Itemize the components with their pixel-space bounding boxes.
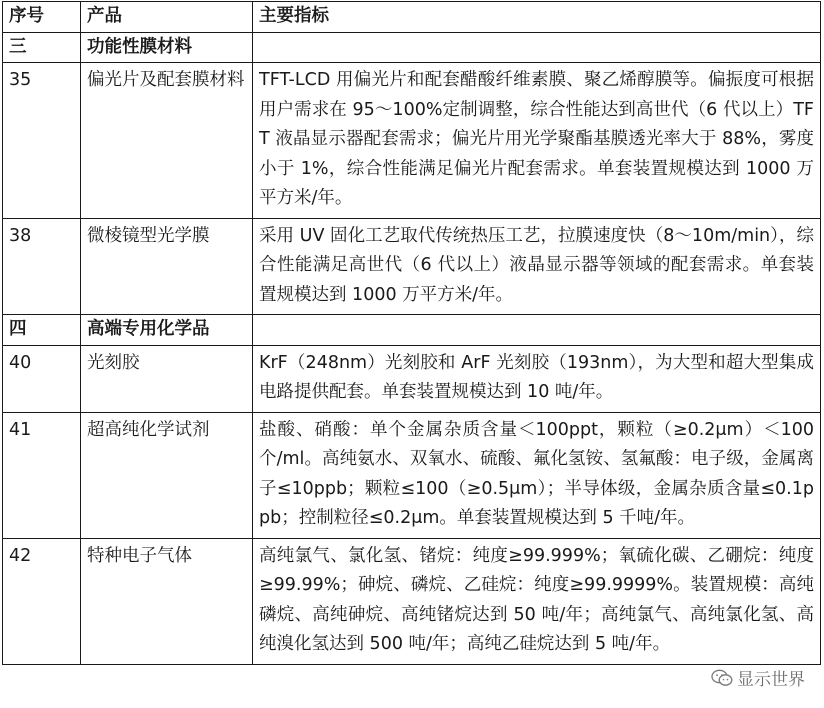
- row-spec: 高纯氯气、氯化氢、锗烷：纯度≥99.999%；氧硫化碳、乙硼烷：纯度≥99.99%；砷烷、磷烷、乙硅烷：纯度≥99.9999%。装置规模：高纯磷烷、高纯砷烷、高纯锗烷达到 50 吨/年；高纯氯气、高纯氯化氢、高纯溴化氢达到 500 吨/年；高纯乙硅烷达到 5 吨/年。: [253, 538, 821, 664]
- row-product: 偏光片及配套膜材料: [81, 63, 253, 219]
- table-row: [3, 218, 821, 315]
- table-row: [3, 345, 821, 412]
- watermark: [708, 665, 808, 690]
- header-no: 序号: [3, 2, 81, 33]
- row-spec: TFT-LCD 用偏光片和配套醋酸纤维素膜、聚乙烯醇膜等。偏振度可根据用户需求在 95～100%定制调整，综合性能达到高世代（6 代以上）TFT 液晶显示器配套需求；偏光片用光学聚酯基膜透光率大于 88%，雾度小于 1%，综合性能满足偏光片配套需求。单套装置规模达到 1000 万平方米/年。: [253, 63, 821, 219]
- section-spec: [253, 32, 821, 63]
- row-no: 35: [3, 63, 81, 219]
- section-row: [3, 315, 821, 346]
- table-row: [3, 412, 821, 538]
- section-no: 三: [3, 32, 81, 63]
- header-spec: 主要指标: [253, 2, 821, 33]
- section-title: 功能性膜材料: [81, 32, 253, 63]
- header-product: 产品: [81, 2, 253, 33]
- table-row: [3, 538, 821, 664]
- section-no: 四: [3, 315, 81, 346]
- row-no: 40: [3, 345, 81, 412]
- section-title: 高端专用化学品: [81, 315, 253, 346]
- table-row: [3, 63, 821, 219]
- row-spec: 盐酸、硝酸：单个金属杂质含量＜100ppt，颗粒（≥0.2μm）＜100 个/ml。高纯氨水、双氧水、硫酸、氟化氢铵、氢氟酸：电子级，金属离子≤10ppb；颗粒≤100（≥0.5μm）；半导体级，金属杂质含量≤0.1ppb；控制粒径≤0.2μm。单套装置规模达到 5 千吨/年。: [253, 412, 821, 538]
- row-no: 42: [3, 538, 81, 664]
- wechat-icon: [711, 669, 733, 687]
- row-no: 38: [3, 218, 81, 315]
- watermark-text: 显示世界: [737, 670, 805, 690]
- indicator-table: [2, 1, 821, 665]
- section-spec: [253, 315, 821, 346]
- row-product: 微棱镜型光学膜: [81, 218, 253, 315]
- row-product: 特种电子气体: [81, 538, 253, 664]
- row-product: 光刻胶: [81, 345, 253, 412]
- row-no: 41: [3, 412, 81, 538]
- row-spec: KrF（248nm）光刻胶和 ArF 光刻胶（193nm），为大型和超大型集成电路提供配套。单套装置规模达到 10 吨/年。: [253, 345, 821, 412]
- row-spec: 采用 UV 固化工艺取代传统热压工艺，拉膜速度快（8～10m/min），综合性能满足高世代（6 代以上）液晶显示器等领域的配套需求。单套装置规模达到 1000 万平方米/年。: [253, 218, 821, 315]
- row-product: 超高纯化学试剂: [81, 412, 253, 538]
- section-row: [3, 32, 821, 63]
- table-header-row: [3, 2, 821, 33]
